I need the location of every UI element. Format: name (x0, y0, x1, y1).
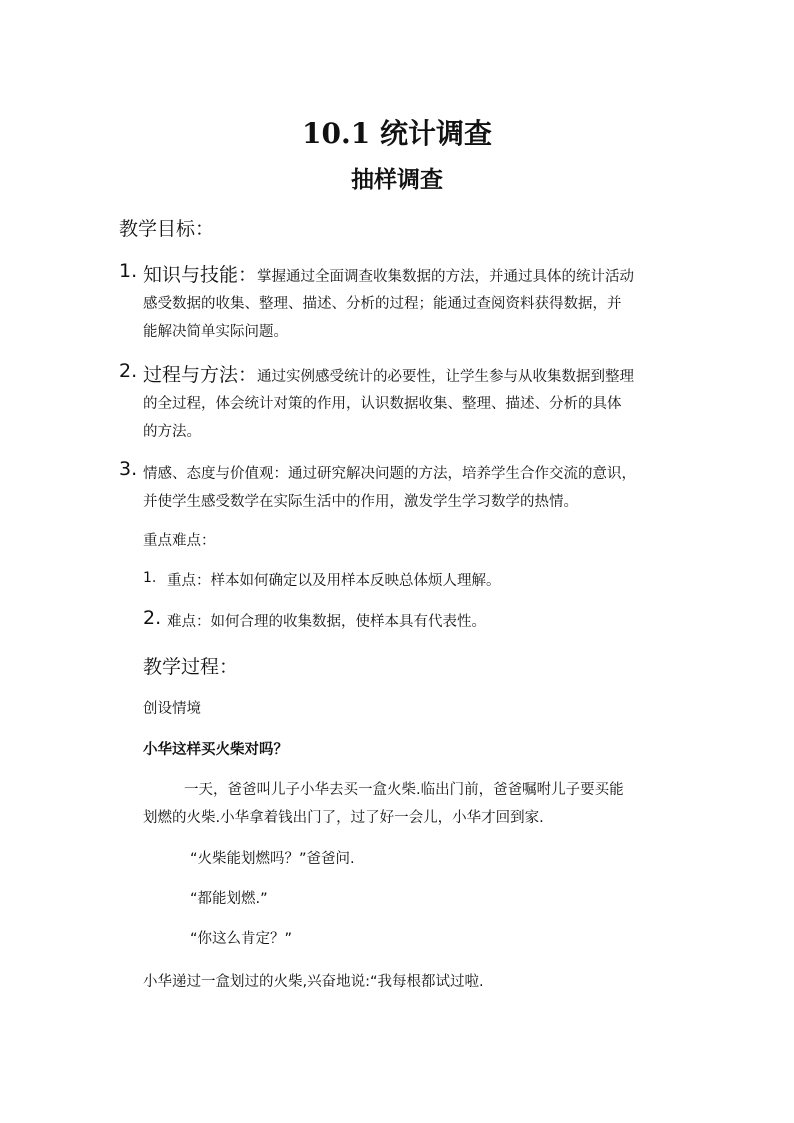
list-number: 1. (119, 260, 138, 282)
objective-text: 能解决简单实际问题。 (143, 324, 288, 340)
objective-text: 掌握通过全面调查收集数据的方法，并通过具体的统计活动 (257, 269, 635, 285)
list-number: 2. (143, 607, 162, 629)
objective-text: 的全过程，体会统计对策的作用，认识数据收集、整理、描述、分析的具体 (143, 396, 622, 412)
story-paragraph-line: 一天，爸爸叫儿子小华去买一盒火柴.临出门前，爸爸嘱咐儿子要买能 (184, 782, 624, 798)
objective-heading: 知识与技能： (143, 264, 258, 286)
objective-text: 的方法。 (143, 424, 201, 440)
page-title: 10.1 统计调查 (302, 117, 492, 150)
dialogue-line: “你这么肯定？” (190, 931, 293, 947)
dialogue-line: “都能划燃.” (190, 891, 268, 907)
objective-text: 情感、态度与价值观：通过研究解决问题的方法，培养学生合作交流的意识， (143, 466, 636, 482)
story-title: 小华这样买火柴对吗？ (143, 742, 288, 758)
key-points-heading: 重点难点： (143, 533, 216, 549)
story-paragraph-line: 划燃的火柴.小华拿着钱出门了，过了好一会儿，小华才回到家. (143, 810, 544, 826)
objective-text: 通过实例感受统计的必要性，让学生参与从收集数据到整理 (257, 369, 635, 385)
list-number: 3. (119, 458, 138, 480)
objective-text: 并使学生感受数学在实际生活中的作用，激发学生学习数学的热情。 (143, 494, 578, 510)
objective-heading: 过程与方法： (143, 364, 258, 386)
objectives-heading: 教学目标： (119, 218, 215, 240)
key-point-text: 难点：如何合理的收集数据，使样本具有代表性。 (167, 614, 486, 630)
scenario-heading: 创设情境 (143, 701, 201, 717)
process-heading: 教学过程： (143, 656, 239, 678)
list-number: 2. (119, 360, 138, 382)
key-point-text: 重点：样本如何确定以及用样本反映总体烦人理解。 (167, 573, 501, 589)
list-number: 1. (143, 570, 157, 586)
page-subtitle: 抽样调查 (351, 167, 443, 193)
story-paragraph-line: 小华递过一盒划过的火柴,兴奋地说:“我每根都试过啦. (143, 974, 484, 990)
objective-text: 感受数据的收集、整理、描述、分析的过程；能通过查阅资料获得数据，并 (143, 296, 622, 312)
dialogue-line: “火柴能划燃吗？”爸爸问. (190, 851, 355, 867)
